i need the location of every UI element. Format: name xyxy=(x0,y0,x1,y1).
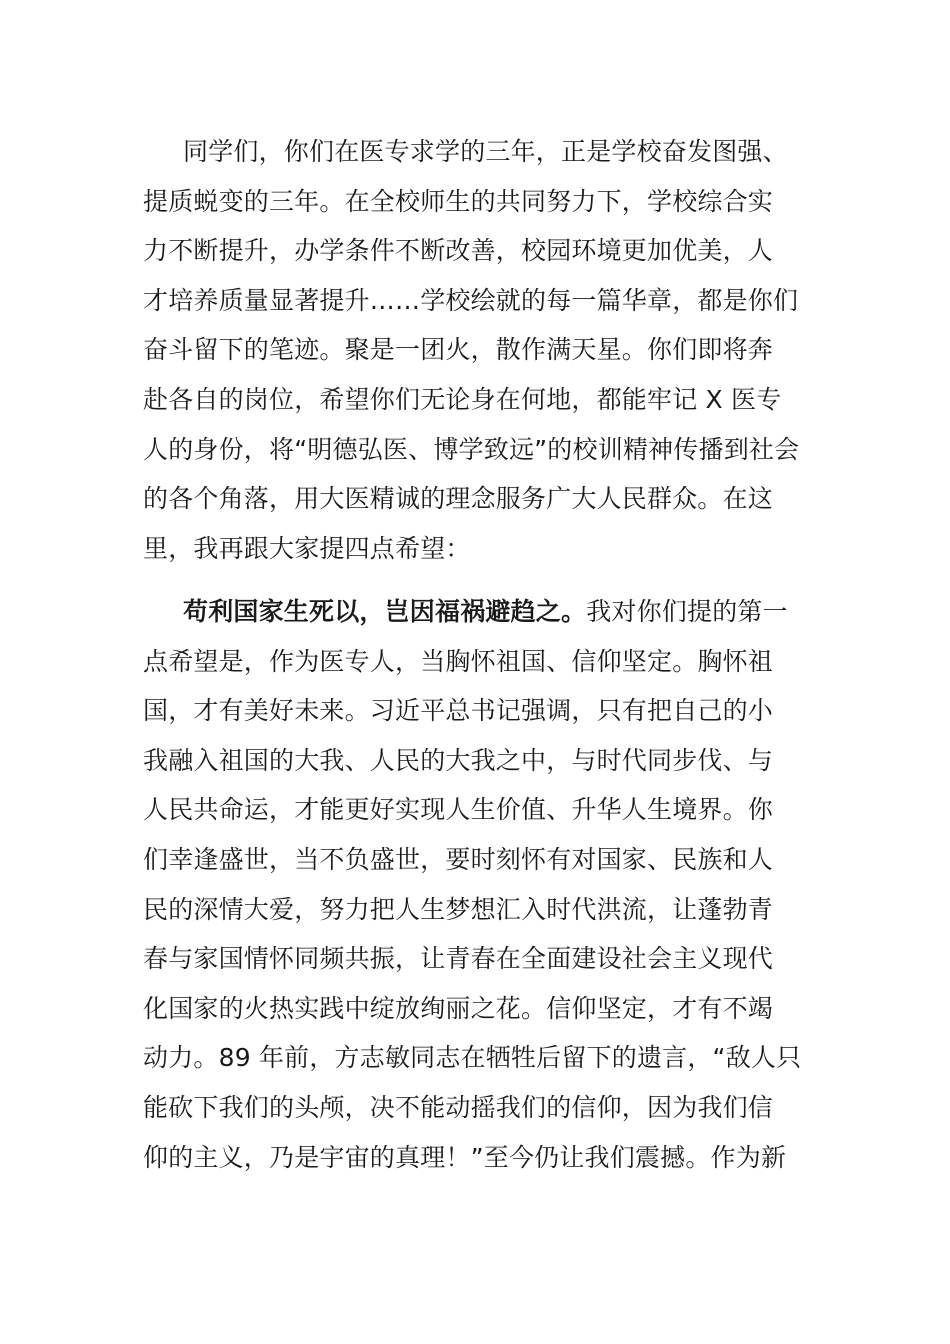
paragraph-line: 奋斗留下的笔迹。聚是一团火，散作满天星。你们即将奔 xyxy=(143,335,774,365)
paragraph-line: 仰的主义，乃是宇宙的真理！”至今仍让我们震撼。作为新 xyxy=(143,1142,787,1172)
paragraph-line: 们幸逢盛世，当不负盛世，要时刻怀有对国家、民族和人 xyxy=(143,844,774,874)
paragraph-line: 春与家国情怀同频共振，让青春在全面建设社会主义现代 xyxy=(143,944,774,974)
paragraph-line: 人民共命运，才能更好实现人生价值、升华人生境界。你 xyxy=(143,795,774,825)
paragraph-line: 化国家的火热实践中绽放绚丽之花。信仰坚定，才有不竭 xyxy=(143,993,774,1023)
paragraph-line: 力不断提升，办学条件不断改善，校园环境更加优美，人 xyxy=(143,236,774,266)
paragraph-2 xyxy=(143,587,808,1182)
paragraph-line: 动力。89 年前，方志敏同志在牺牲后留下的遗言，“敌人只 xyxy=(143,1043,802,1073)
paragraph-line: 提质蜕变的三年。在全校师生的共同努力下，学校综合实 xyxy=(143,186,774,216)
paragraph-line: 民的深情大爱，努力把人生梦想汇入时代洪流，让蓬勃青 xyxy=(143,894,774,924)
paragraph-line: 赴各自的岗位，希望你们无论身在何地，都能牢记 X 医专 xyxy=(143,384,782,414)
paragraph-line: 里，我再跟大家提四点希望： xyxy=(143,533,471,563)
paragraph-text: 我对你们提的第一 xyxy=(586,597,788,626)
paragraph-line: 国，才有美好未来。习近平总书记强调，只有把自己的小 xyxy=(143,696,774,726)
paragraph-line: 我融入祖国的大我、人民的大我之中，与时代同步伐、与 xyxy=(143,745,774,775)
paragraph-line: 的各个角落，用大医精诚的理念服务广大人民群众。在这 xyxy=(143,484,774,514)
paragraph-line: 能砍下我们的头颅，决不能动摇我们的信仰，因为我们信 xyxy=(143,1092,774,1122)
paragraph-line: 才培养质量显著提升……学校绘就的每一篇华章，都是你们 xyxy=(143,285,799,315)
paragraph-line: 同学们，你们在医专求学的三年，正是学校奋发图强、 xyxy=(183,137,788,166)
paragraph-line: 点希望是，作为医专人，当胸怀祖国、信仰坚定。胸怀祖 xyxy=(143,646,774,676)
paragraph-1 xyxy=(143,127,808,573)
paragraph-heading: 苟利国家生死以，岂因福祸避趋之。 xyxy=(183,597,587,626)
paragraph-line: 人的身份，将“明德弘医、博学致远”的校训精神传播到社会 xyxy=(143,434,800,464)
paragraph-first-line xyxy=(143,587,808,637)
